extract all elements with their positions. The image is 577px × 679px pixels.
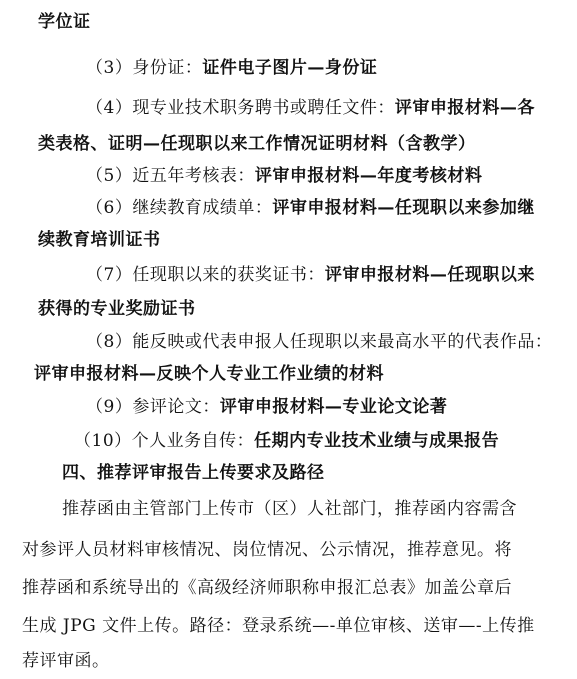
list-item-10 bbox=[74, 430, 499, 452]
list-item-5 bbox=[86, 165, 482, 187]
paragraph-line bbox=[22, 577, 512, 599]
body-text: 生成 JPG 文件上传。路径：登录系统—-单位审核、送审—-上传推 bbox=[22, 616, 535, 636]
body-text: 推荐函和系统导出的《高级经济师职称申报汇总表》加盖公章后 bbox=[22, 578, 512, 598]
list-item-7 bbox=[86, 264, 535, 286]
body-text: （8）能反映或代表申报人任现职以来最高水平的代表作品： bbox=[86, 332, 553, 352]
list-item-3 bbox=[86, 57, 377, 79]
emphasized-text: 类表格、证明—任现职以来工作情况证明材料（含教学） bbox=[38, 134, 476, 154]
emphasized-text: 评审申报材料—各 bbox=[394, 98, 535, 118]
body-text: 对参评人员材料审核情况、岗位情况、公示情况，推荐意见。将 bbox=[22, 540, 512, 560]
emphasized-text: 获得的专业奖励证书 bbox=[38, 299, 196, 319]
emphasized-text: 评审申报材料—任现职以来 bbox=[324, 265, 535, 285]
body-text: 荐评审函。 bbox=[22, 651, 110, 671]
emphasized-text: 续教育培训证书 bbox=[38, 230, 161, 250]
list-item-9 bbox=[86, 396, 447, 418]
text-line bbox=[38, 11, 91, 33]
body-text: （7）任现职以来的获奖证书： bbox=[86, 265, 325, 285]
emphasized-text: 评审申报材料—反映个人专业工作业绩的材料 bbox=[34, 364, 384, 384]
heading-text: 四、推荐评审报告上传要求及路径 bbox=[62, 463, 325, 483]
body-text: （3）身份证： bbox=[86, 58, 203, 78]
body-text: （10）个人业务自传： bbox=[74, 431, 255, 451]
emphasized-text: 评审申报材料—任现职以来参加继 bbox=[272, 198, 535, 218]
body-text: （6）继续教育成绩单： bbox=[86, 198, 273, 218]
paragraph-line bbox=[22, 539, 512, 561]
paragraph-line bbox=[22, 650, 110, 672]
text-line bbox=[38, 229, 161, 251]
body-text: 推荐函由主管部门上传市（区）人社部门，推荐函内容需含 bbox=[62, 499, 517, 519]
text-line bbox=[38, 298, 196, 320]
list-item-8 bbox=[86, 331, 552, 353]
list-item-4 bbox=[86, 97, 535, 119]
section-heading bbox=[62, 462, 325, 484]
paragraph-line bbox=[62, 498, 517, 520]
emphasized-text: 证件电子图片—身份证 bbox=[202, 58, 378, 78]
emphasized-text: 评审申报材料—年度考核材料 bbox=[254, 166, 483, 186]
emphasized-text: 评审申报材料—专业论文论著 bbox=[219, 397, 448, 417]
emphasized-text: 任期内专业技术业绩与成果报告 bbox=[254, 431, 500, 451]
list-item-6 bbox=[86, 197, 535, 219]
text-line bbox=[34, 363, 384, 385]
emphasized-text: 学位证 bbox=[38, 12, 91, 32]
body-text: （9）参评论文： bbox=[86, 397, 220, 417]
paragraph-line bbox=[22, 615, 535, 637]
body-text: （4）现专业技术职务聘书或聘任文件： bbox=[86, 98, 395, 118]
body-text: （5）近五年考核表： bbox=[86, 166, 255, 186]
text-line bbox=[38, 133, 476, 155]
